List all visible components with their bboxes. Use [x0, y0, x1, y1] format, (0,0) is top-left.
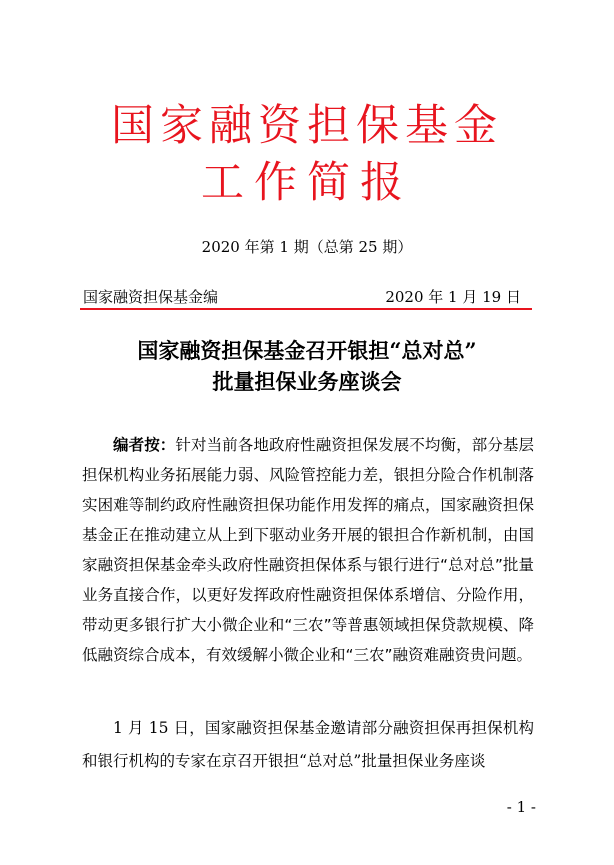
publish-date: 2020 年 1 月 19 日 — [385, 288, 521, 306]
article-title-line-1: 国家融资担保基金召开银担“总对总” — [137, 338, 477, 363]
article-title-line-2: 批量担保业务座谈会 — [212, 369, 402, 394]
page-number: - 1 - — [506, 798, 536, 816]
editor-note — [82, 430, 534, 670]
red-divider — [80, 308, 532, 310]
issue-number: 2020 年第 1 期（总第 25 期） — [201, 238, 413, 256]
masthead-line-1: 国家融资担保基金 — [111, 101, 503, 151]
editor-note-label: 编者按： — [113, 436, 176, 454]
editor-note-text: 针对当前各地政府性融资担保发展不均衡，部分基层担保机构业务拓展能力弱、风险管控能力差，银担分险合作机制落实困难等制约政府性融资担保功能作用发挥的痛点，国家融资担保基金正在推动建立从上到下驱动业务开展的银担合作新机制，由国家融资担保基金牵头政府性融资担保体系与银行进行“总对总”批量业务直接合作，以更好发挥政府性融资担保体系增信、分险作用，带动更多银行扩大小微企业和“三农”等普惠领域担保贷款规模、降低融资综合成本，有效缓解小微企业和“三农”融资难融资贵问题。 — [82, 436, 534, 664]
body-paragraph: 1 月 15 日，国家融资担保基金邀请部分融资担保再担保机构和银行机构的专家在京召开银担“总对总”批量担保业务座谈 — [82, 719, 534, 770]
masthead-line-2: 工作简报 — [201, 158, 413, 208]
editor-line: 国家融资担保基金编 — [83, 288, 219, 306]
